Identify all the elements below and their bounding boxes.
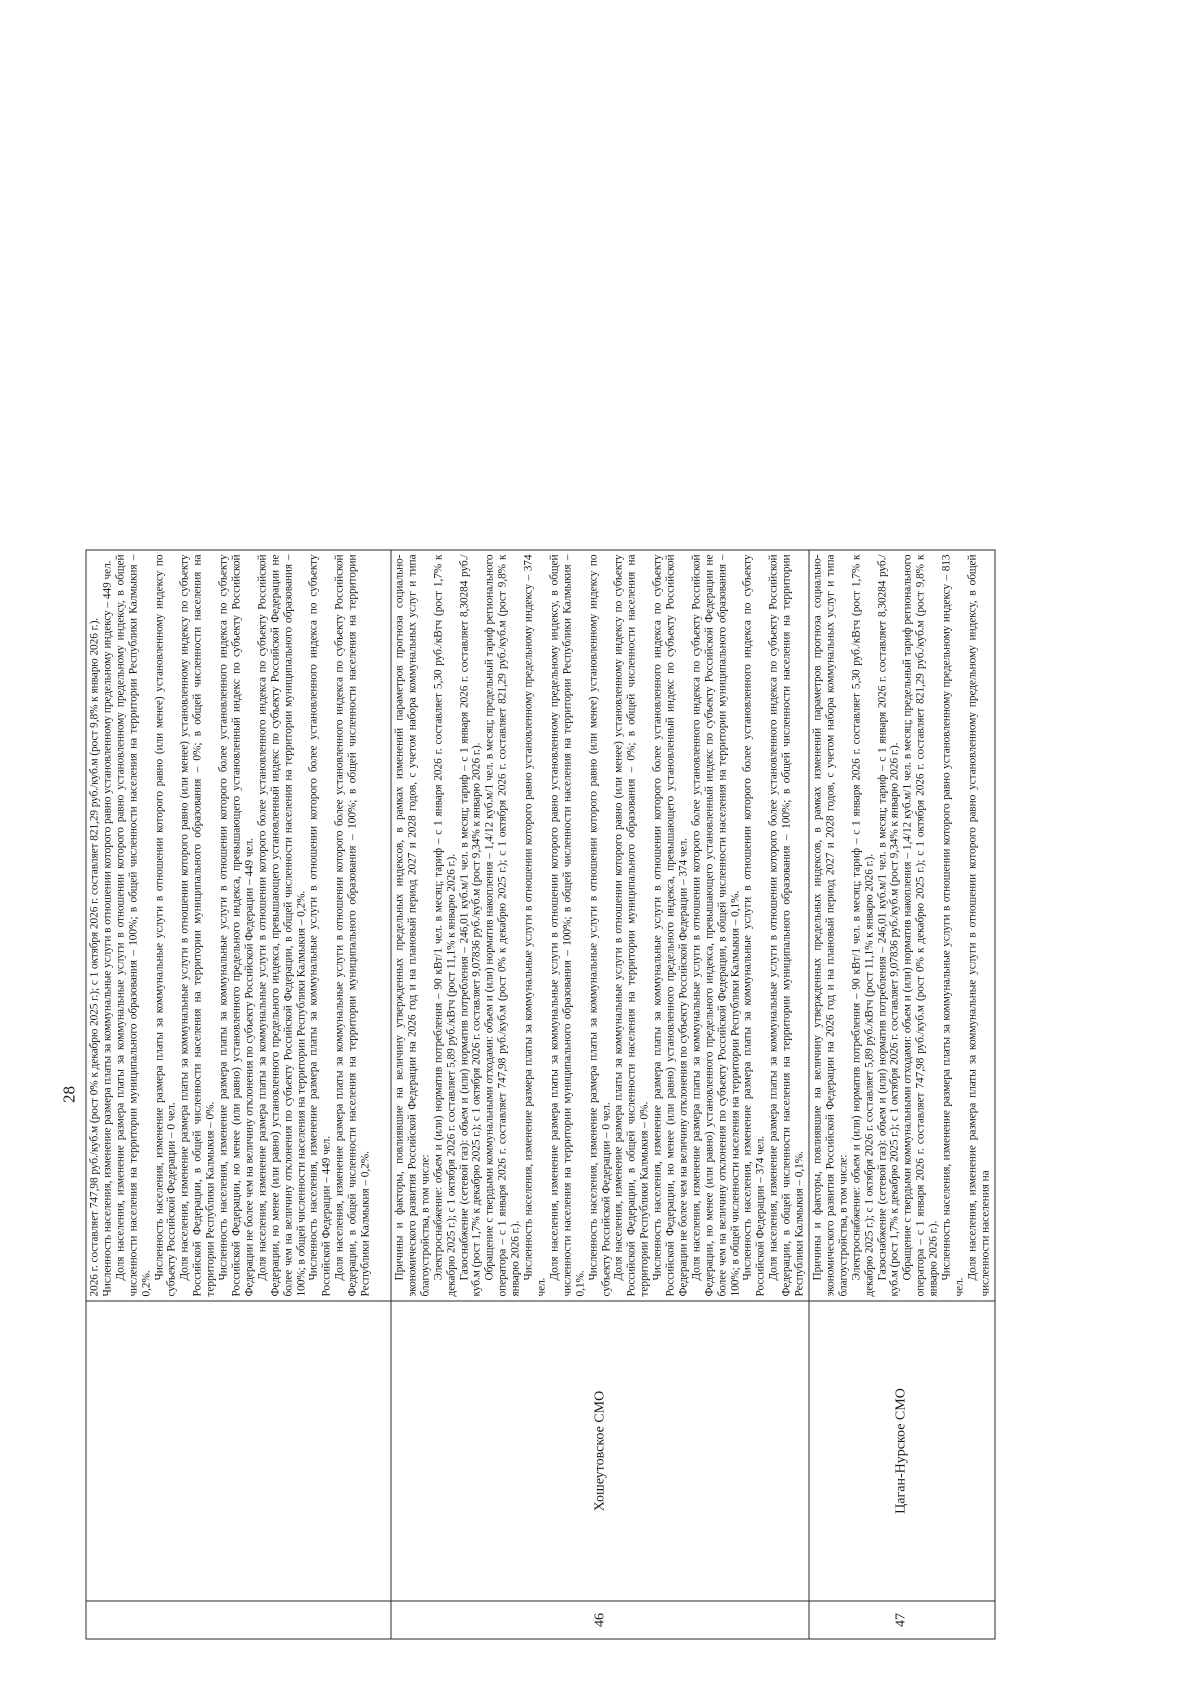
paragraph: Доля населения, изменение размера платы за коммунальные услуги в отношении которого более установленного индекса по субъекту Российской Федерации, но менее (или равно) установленного предельного индекса, превышающего установленный индекс по субъекту Российской Федерации не более чем на величину отклонения по субъекту Российской Федерации, в общей численности населения на территории муниципального образования – 100%; в общей численности населения на территории Республики Калмыкия – 0,1%.: [690, 554, 742, 1297]
row-number-cell: [86, 1601, 391, 1639]
paragraph: Доля населения, изменение размера платы за коммунальные услуги в отношении которого равно (или менее) установленному индексу по субъекту Российской Федерации, в общей численности населения на территории муниципального образования – 0%; в общей численности населения на территории Республики Калмыкия – 0%.: [612, 554, 651, 1297]
paragraph: Доля населения, изменение размера платы за коммунальные услуги в отношении которого более установленного индекса по субъекту Российской Федерации, в общей численности населения на территории муниципального образования – 100%; в общей численности населения на территории Республики Калмыкия – 0,2%.: [333, 554, 372, 1297]
paragraph: Электроснабжение: объем и (или) норматив потребления – 90 кВт/1 чел. в месяц; тариф – с 1 января 2026 г. составляет 5,30 руб./кВтч (рост 1,7% к декабрю 2025 г.); с 1 октября 2026 г. составляет 5,89 руб./кВтч (рост 11,1% к январю 2026 г.).: [432, 554, 458, 1297]
paragraph: Численность населения, изменение размера платы за коммунальные услуги в отношении которого более установленного индекса по субъекту Российской Федерации, но менее (или равно) установленного предельного индекса, превышающего установленный индекс по субъекту Российской Федерации не более чем на величину отклонения по субъекту Российской Федерации – 374 чел.: [651, 554, 690, 1297]
paragraph: Численность населения, изменение размера платы за коммунальные услуги в отношении которого более установленного индекса по субъекту Российской Федерации – 374 чел.: [741, 554, 767, 1297]
paragraph: Численность населения, изменение размера платы за коммунальные услуги в отношении которого равно установленному предельному индексу – 449 чел.: [101, 560, 114, 1297]
paragraph: Численность населения, изменение размера платы за коммунальные услуги в отношении которого равно (или менее) установленному индексу по субъекту Российской Федерации – 0 чел.: [587, 554, 612, 1297]
row-number-cell: 46: [391, 1601, 809, 1639]
row-number-cell: 47: [809, 1601, 995, 1639]
table-row: [391, 550, 809, 1639]
paragraph: Численность населения, изменение размера платы за коммунальные услуги в отношении которого более установленного индекса по субъекту Российской Федерации, но менее (или равно) установленного предельного индекса, превышающего установленный индекс по субъекту Российской Федерации не более чем на величину отклонения по субъекту Российской Федерации – 449 чел.: [217, 554, 256, 1297]
paragraph: Причины и факторы, повлиявшие на величину утвержденных предельных индексов, в рамках изменений параметров прогноза социально-экономического развития Российской Федерации на 2026 год и на плановый период 2027 и 2028 годов, с учетом набора коммунальных услуг и типа благоустройства, в том числе:: [811, 554, 850, 1297]
description-cell: [391, 550, 809, 1301]
paragraph: Обращение с твердыми коммунальными отходами: объем и (или) норматив накопления – 1,4/12 куб.м/1 чел. в месяц; предельный тариф регионального оператора – с 1 января 2026 г. составляет 747,98 руб./куб.м (рост 0% к декабрю 2025 г.); с 1 октября 2026 г. составляет 821,29 руб./куб.м (рост 9,8% к январю 2026 г.).: [483, 554, 522, 1297]
paragraph: Численность населения, изменение размера платы за коммунальные услуги в отношении которого более установленного индекса по субъекту Российской Федерации – 449 чел.: [307, 554, 333, 1297]
description-cell: [809, 550, 995, 1301]
table-row: [86, 550, 391, 1639]
paragraph: 2026 г. составляет 747,98 руб./куб.м (рост 0% к декабрю 2025 г.); с 1 октября 2026 г. составляет 821,29 руб./куб.м (рост 9,8% к январю 2026 г.).: [88, 617, 101, 1297]
paragraph: Доля населения, изменение размера платы за коммунальные услуги в отношении которого более установленного индекса по субъекту Российской Федерации, в общей численности населения на территории муниципального образования – 100%; в общей численности населения на территории Республики Калмыкия – 0,1%.: [767, 554, 806, 1297]
municipality-name-cell: [86, 1301, 391, 1601]
municipality-name-cell: Цаган-Нурское СМО: [809, 1301, 995, 1601]
paragraph: Доля населения, изменение размера платы за коммунальные услуги в отношении которого равно установленному предельному индексу, в общей численности населения на территории муниципального образования – 100%; в общей численности населения на территории Республики Калмыкия – 0,2%.: [114, 554, 153, 1297]
paragraph: Обращение с твердыми коммунальными отходами: объем и (или) норматив накопления – 1,4/12 куб.м/1 чел. в месяц; предельный тариф регионального оператора – с 1 января 2026 г. составляет 747,98 руб./куб.м (рост 0% к декабрю 2025 г.); с 1 октября 2026 г. составляет 821,29 руб./куб.м (рост 9,8% к январю 2026 г.).: [901, 554, 940, 1297]
paragraph: Причины и факторы, повлиявшие на величину утвержденных предельных индексов, в рамках изменений параметров прогноза социально-экономического развития Российской Федерации на 2026 год и на плановый период 2027 и 2028 годов, с учетом набора коммунальных услуг и типа благоустройства, в том числе:: [393, 554, 432, 1297]
paragraph: Газоснабжение (сетевой газ): объем и (или) норматив потребления – 246,01 куб.м/1 чел. в месяц; тариф – с 1 января 2026 г. составляет 8,30284 руб./куб.м (рост 1,7% к декабрю 2025 г.); с 1 октября 2026 г. составляет 9,07836 руб./куб.м (рост 9,34% к январю 2026 г.).: [876, 554, 901, 1297]
rotated-landscape-sheet: [56, 45, 1146, 1640]
municipal-index-table: [86, 550, 996, 1640]
paragraph: Газоснабжение (сетевой газ): объем и (или) норматив потребления – 246,01 куб.м/1 чел. в месяц; тариф – с 1 января 2026 г. составляет 8,30284 руб./куб.м (рост 1,7% к декабрю 2025 г.); с 1 октября 2026 г. составляет 9,07836 руб./куб.м (рост 9,34% к январю 2026 г.).: [458, 554, 483, 1297]
page-number: 28: [59, 1086, 79, 1103]
paragraph: Электроснабжение: объем и (или) норматив потребления – 90 кВт/1 чел. в месяц; тариф – с 1 января 2026 г. составляет 5,30 руб./кВтч (рост 1,7% к декабрю 2025 г.); с 1 октября 2026 г. составляет 5,89 руб./кВтч (рост 11,1% к январю 2026 г.).: [850, 554, 876, 1297]
municipality-name-cell: Хошеутовское СМО: [391, 1301, 809, 1601]
paragraph: Доля населения, изменение размера платы за коммунальные услуги в отношении которого равно установленному предельному индексу, в общей численности населения на территории муниципального образования – 100%; в общей численности населения на территории Республики Калмыкия – 0,1%.: [548, 554, 587, 1297]
paragraph: Численность населения, изменение размера платы за коммунальные услуги в отношении которого равно установленному предельному индексу – 374 чел.: [522, 554, 548, 1297]
paragraph: Доля населения, изменение размера платы за коммунальные услуги в отношении которого более установленного индекса по субъекту Российской Федерации, но менее (или равно) установленного предельного индекса, превышающего установленный индекс по субъекту Российской Федерации не более чем на величину отклонения по субъекту Российской Федерации, в общей численности населения на территории муниципального образования – 100%; в общей численности населения на территории Республики Калмыкия – 0,2%.: [256, 554, 307, 1297]
paragraph: Численность населения, изменение размера платы за коммунальные услуги в отношении которого равно установленному предельному индексу – 813 чел.: [940, 554, 966, 1297]
paragraph: Доля населения, изменение размера платы за коммунальные услуги в отношении которого равно установленному предельному индексу, в общей численности населения на: [966, 554, 992, 1297]
description-cell: [86, 550, 391, 1301]
table-row: [809, 550, 995, 1639]
paragraph: Доля населения, изменение размера платы за коммунальные услуги в отношении которого равно (или менее) установленному индексу по субъекту Российской Федерации, в общей численности населения на территории муниципального образования – 0%; в общей численности населения на территории Республики Калмыкия – 0%.: [178, 554, 217, 1297]
paragraph: Численность населения, изменение размера платы за коммунальные услуги в отношении которого равно (или менее) установленному индексу по субъекту Российской Федерации – 0 чел.: [153, 554, 178, 1297]
